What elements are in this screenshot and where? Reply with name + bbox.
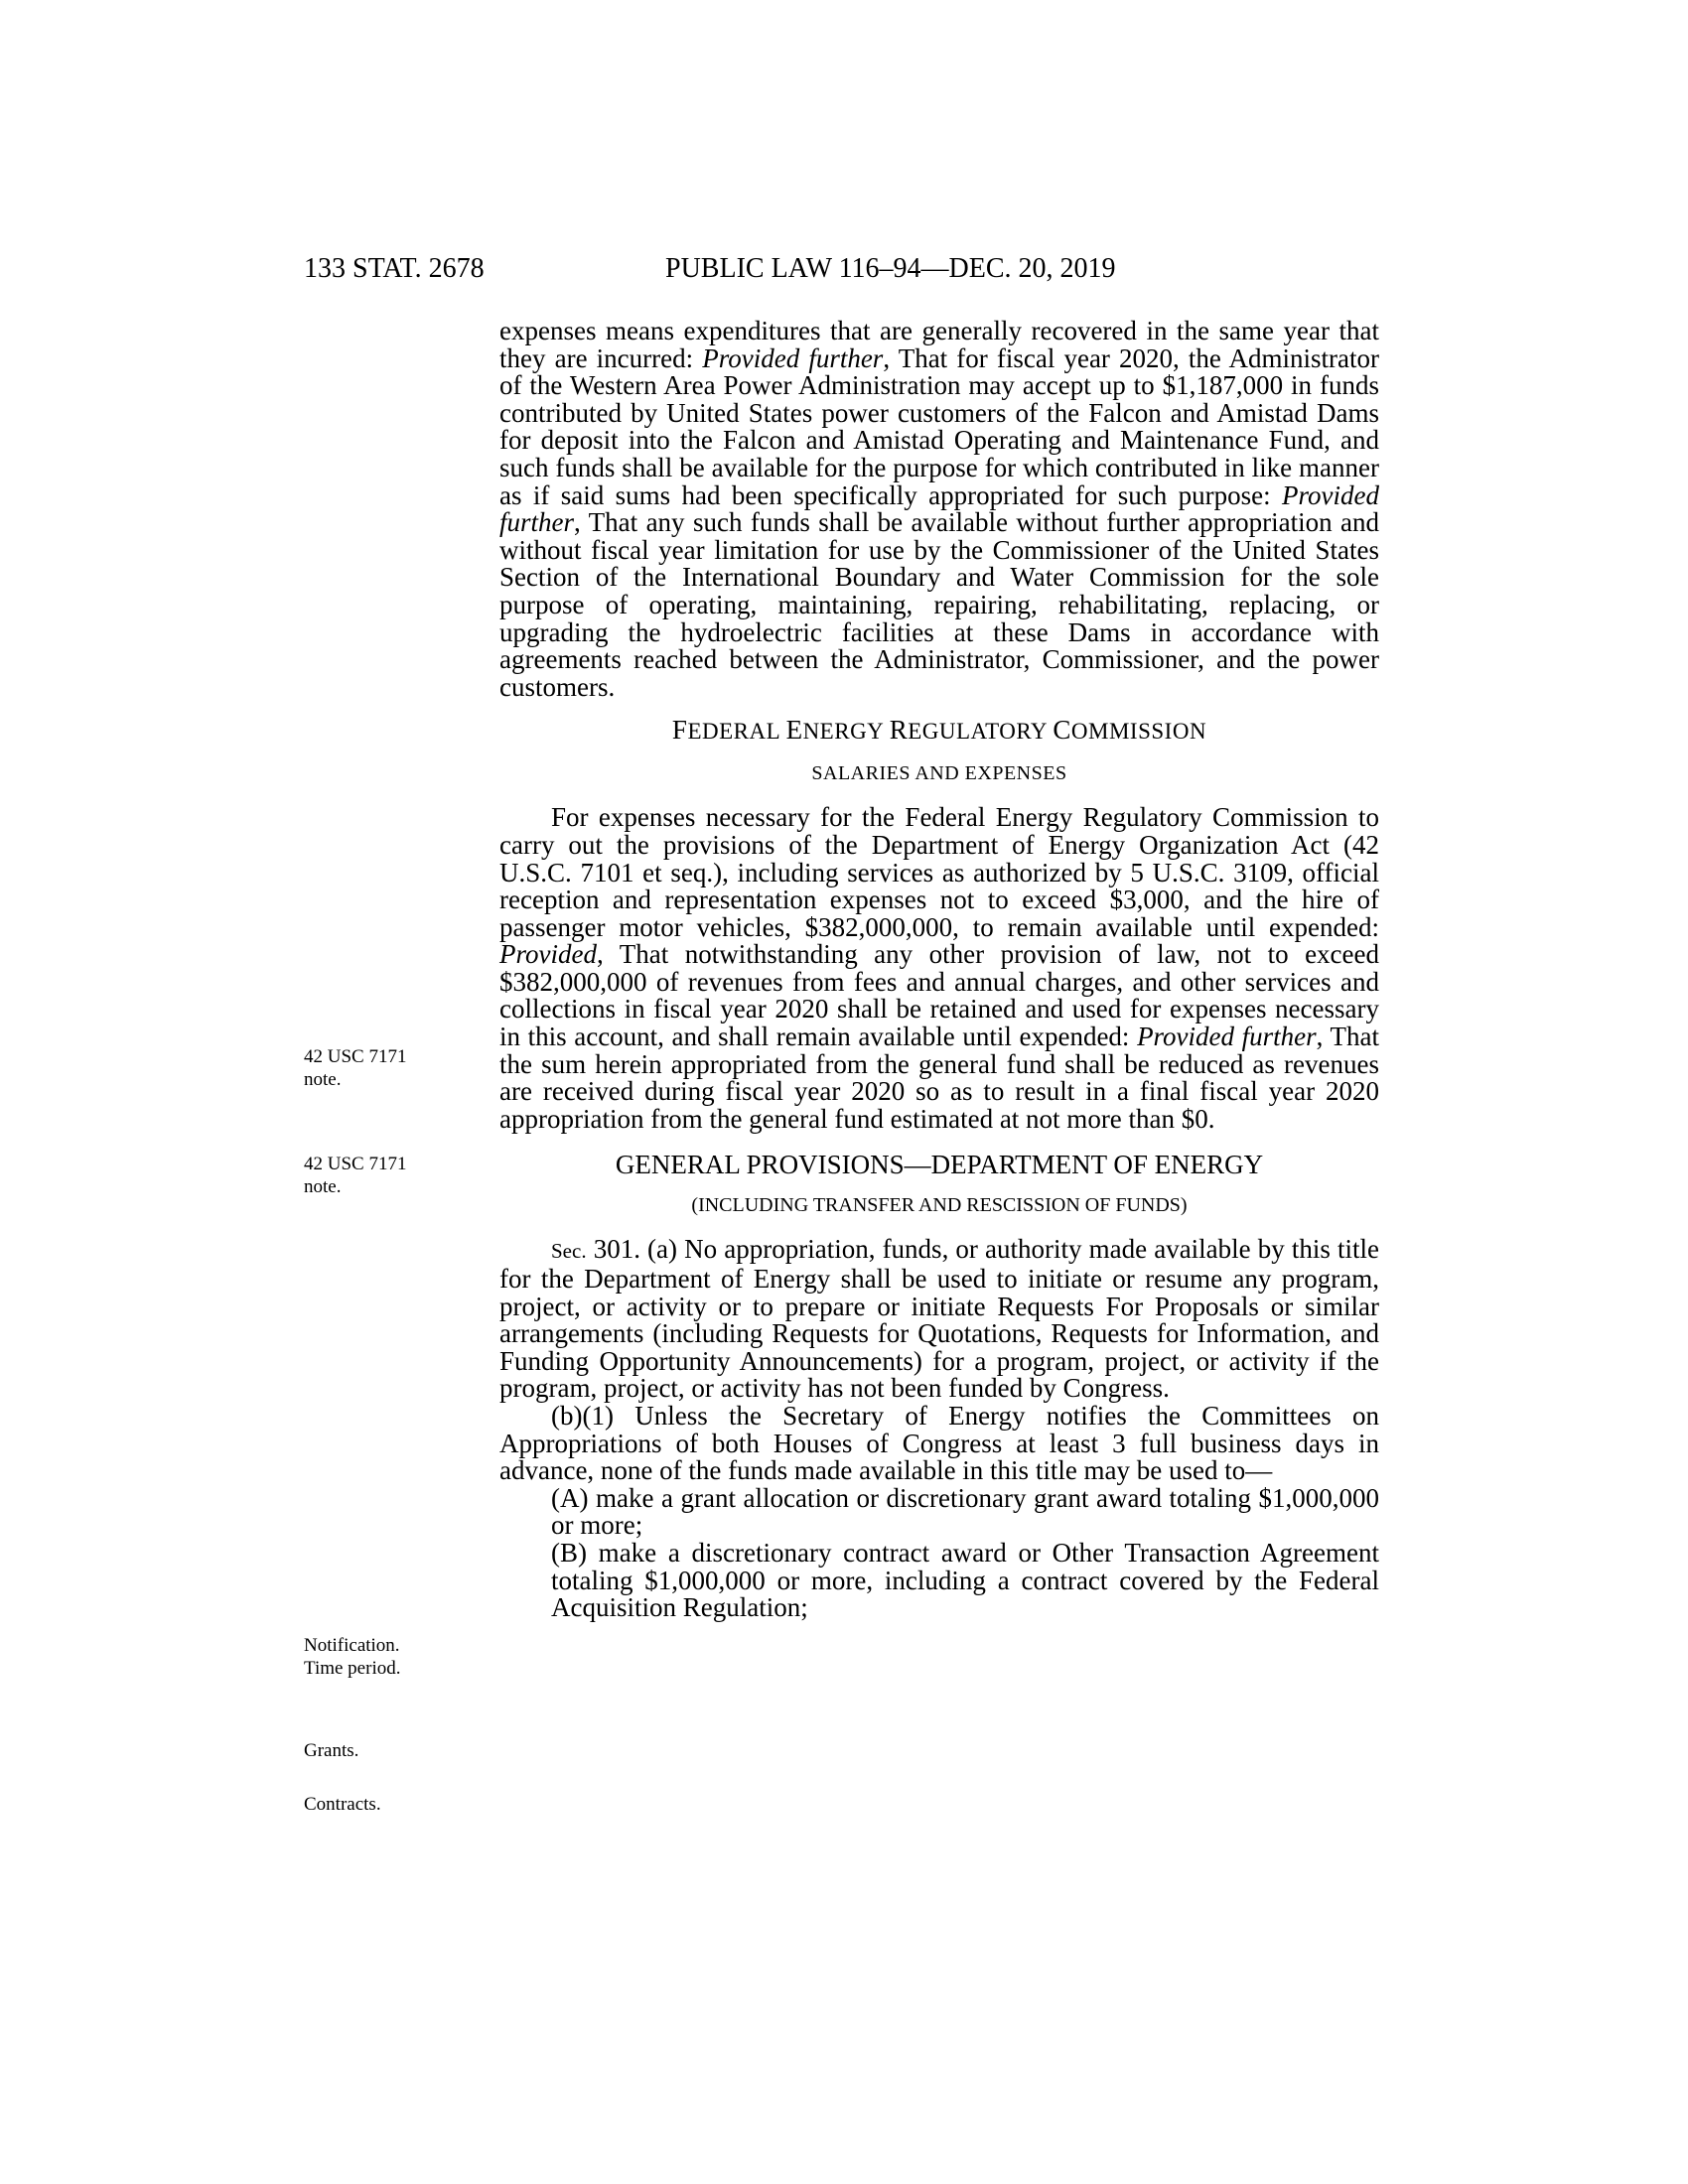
margin-note-usc-2 bbox=[304, 1153, 463, 1198]
margin-note-line: 42 USC 7171 bbox=[304, 1046, 407, 1067]
running-header bbox=[0, 249, 1688, 289]
margin-note-line: Notification. bbox=[304, 1635, 400, 1656]
ferc-heading bbox=[499, 715, 1379, 747]
salaries-heading: SALARIES AND EXPENSES bbox=[811, 762, 1067, 785]
text-run: , That notwithstanding any other provision of law, not to exceed $382,000,000 of revenues from fees and annual charges, and other services and collections in fiscal year 2020 shall be retained and used for expenses necessary in this account, and shall remain available until expended: bbox=[499, 939, 1379, 1052]
heading-capital: C bbox=[1053, 715, 1071, 746]
paragraph-ferc-expenses bbox=[499, 804, 1379, 1133]
margin-note-contracts: Contracts. bbox=[304, 1794, 381, 1815]
text-run: , That for fiscal year 2020, the Administrator of the Western Area Power Administration may accept up to $1,187,000 in funds contributed by United States power customers of the Falcon and Amistad Dams for deposit into the Falcon and Amistad Operating and Maintenance Fund, and such funds shall be available for the purpose for which contributed in like manner as if said sums had been specifically appropriated for such purpose: bbox=[499, 342, 1379, 510]
section-label: Sec. bbox=[551, 1239, 587, 1264]
general-provisions-subheading: (INCLUDING TRANSFER AND RESCISSION OF FUNDS) bbox=[691, 1194, 1188, 1217]
text-run: , That the sum herein appropriated from the general fund shall be reduced as revenues are received during fiscal year 2020 so as to result in a final fiscal year 2020 appropriation from the general fund estimated at not more than $0. bbox=[499, 1022, 1380, 1134]
text-run: , That any such funds shall be available without further appropriation and without fiscal year limitation for use by the Commissioner of the United States Section of the International Boundary and Water Commission for the sole purpose of operating, maintaining, repairing, rehabilitating, replacing, or upgrading the hydroelectric facilities at these Dams in accordance with agreements reached between the Administrator, Commissioner, and the power customers. bbox=[499, 507, 1379, 702]
heading-smallcaps: EGULATORY bbox=[908, 719, 1054, 745]
paragraph-sec-301-b1: (b)(1) Unless the Secretary of Energy notifies the Committees on Appropriations of both Houses of Congress at least 3 full business days in advance, none of the funds made available in this title may be used to— bbox=[499, 1401, 1379, 1486]
heading-capital: E bbox=[785, 715, 803, 746]
text-run: 301. (a) No appropriation, funds, or authority made available by this title for the Department of Energy shall be used to initiate or resume any program, project, or activity or to prepare or initiate Requests For Proposals or similar arrangements (including Requests for Quotations, Requests for Information, and Funding Opportunity Announcements) for a program, project, or activity if the program, project, or activity has not been funded by Congress. bbox=[499, 1234, 1379, 1404]
heading-capital: R bbox=[889, 715, 909, 746]
margin-note-line: note. bbox=[304, 1176, 342, 1197]
heading-smallcaps: NERGY bbox=[802, 719, 890, 745]
margin-note-line: note. bbox=[304, 1069, 342, 1090]
italic-run: Provided further bbox=[499, 479, 1379, 538]
general-provisions-heading: GENERAL PROVISIONS—DEPARTMENT OF ENERGY bbox=[615, 1150, 1264, 1180]
margin-note-line: 42 USC 7171 bbox=[304, 1154, 407, 1174]
margin-note-grants: Grants. bbox=[304, 1740, 359, 1761]
paragraph-sub-A: (A) make a grant allocation or discretionary grant award totaling $1,000,000 or more; bbox=[551, 1482, 1379, 1541]
heading-capital: F bbox=[671, 715, 688, 746]
margin-note-usc-1 bbox=[304, 1045, 463, 1091]
text-run: For expenses necessary for the Federal Energy Regulatory Commission to carry out the provisions of the Department of Energy Organization Act (42 U.S.C. 7101 et seq.), including services as authorized by 5 U.S.C. 3109, official reception and representation expenses not to exceed $3,000, and the hire of passenger motor vehicles, $382,000,000, to remain available until expended: bbox=[499, 802, 1379, 942]
paragraph-sec-301-a bbox=[499, 1236, 1379, 1403]
italic-run: Provided bbox=[499, 939, 597, 970]
public-law-title: PUBLIC LAW 116–94—DEC. 20, 2019 bbox=[665, 253, 1116, 284]
paragraph-western-area-power bbox=[499, 318, 1379, 701]
margin-note-notification bbox=[304, 1634, 463, 1680]
heading-smallcaps: OMMISSION bbox=[1070, 719, 1207, 745]
text-run: expenses means expenditures that are generally recovered in the same year that they are incurred: bbox=[499, 316, 1379, 373]
italic-run: Provided further bbox=[702, 342, 884, 373]
margin-note-line: Time period. bbox=[304, 1658, 401, 1679]
heading-smallcaps: EDERAL bbox=[687, 719, 786, 745]
italic-run: Provided further bbox=[1137, 1022, 1317, 1052]
paragraph-sub-B: (B) make a discretionary contract award or Other Transaction Agreement totaling $1,000,000 or more, including a contract covered by the Federal Acquisition Regulation; bbox=[551, 1537, 1379, 1623]
body-text-column bbox=[499, 318, 1379, 1622]
statute-page-number: 133 STAT. 2678 bbox=[304, 253, 485, 284]
